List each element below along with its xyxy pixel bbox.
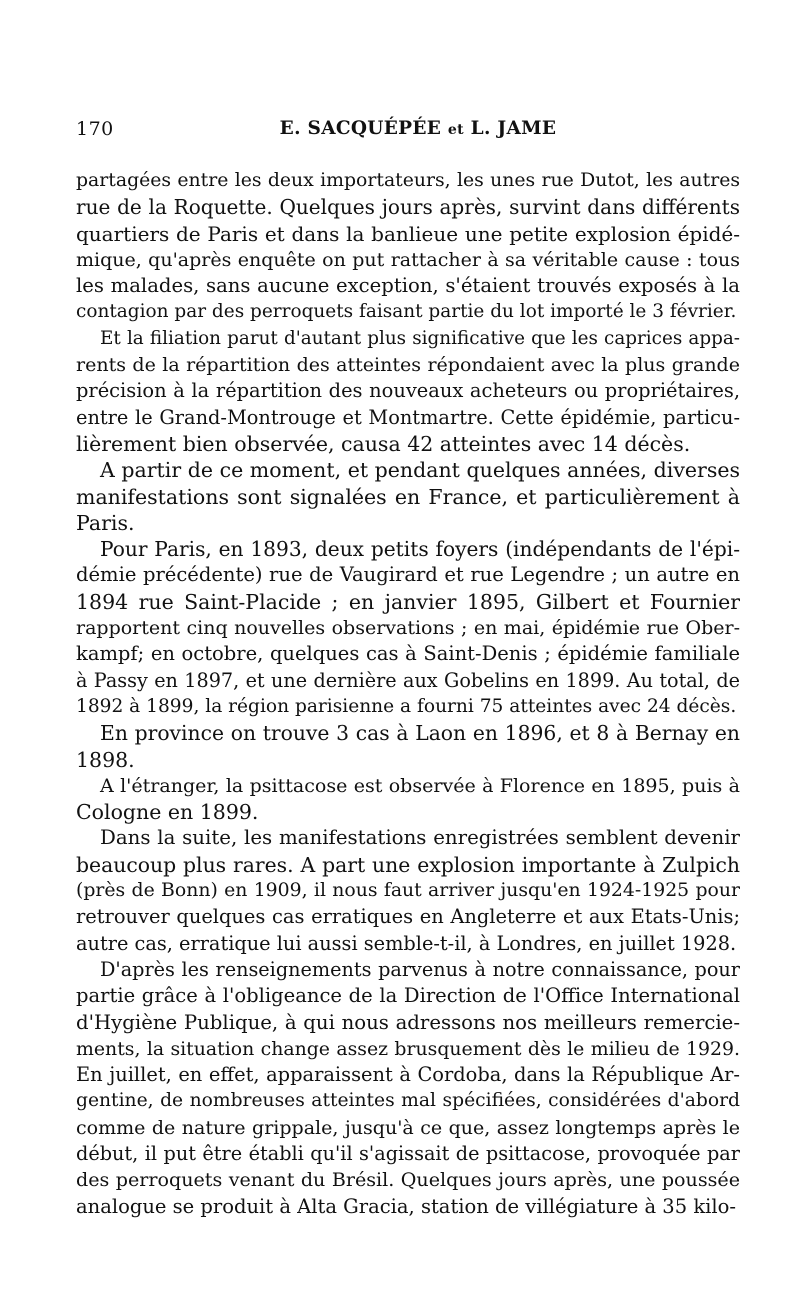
text-line: analogue se produit à Alta Gracia, station de villégiature à 35 kilo- [76, 1194, 736, 1218]
text-line: contagion par des perroquets faisant partie du lot importé le 3 février. [76, 301, 737, 323]
text-line: lièrement bien observée, causa 42 atteintes avec 14 décès. [76, 431, 691, 456]
page-header [76, 118, 740, 148]
text-line: D'après les renseignements parvenus à notre connaissance, pour [100, 957, 740, 981]
text-line: début, il put être établi qu'il s'agissait de psittacose, provoquée par [76, 1141, 740, 1165]
text-line: A partir de ce moment, et pendant quelques années, diverses [100, 458, 740, 483]
body-text [76, 168, 740, 1220]
text-line: démie précédente) rue de Vaugirard et rue Legendre ; un autre en [76, 563, 740, 587]
text-line: Et la filiation parut d'autant plus significative que les caprices appa- [100, 327, 740, 349]
text-line: kampf; en octobre, quelques cas à Saint-Denis ; épidémie familiale [76, 642, 740, 666]
text-line: 1894 rue Saint-Placide ; en janvier 1895, Gilbert et Fournier [76, 589, 740, 614]
text-line: En province on trouve 3 cas à Laon en 1896, et 8 à Bernay en [100, 721, 740, 746]
text-line: mique, qu'après enquête on put rattacher à sa véritable cause : tous [76, 248, 740, 271]
text-line: partie grâce à l'obligeance de la Direction de l'Office International [76, 984, 740, 1008]
text-line: ments, la situation change assez brusquement dès le milieu de 1929. [76, 1037, 740, 1060]
text-line: entre le Grand-Montrouge et Montmartre. Cette épidémie, particu- [76, 405, 740, 429]
page-number: 170 [76, 118, 114, 140]
paragraph [76, 957, 740, 1220]
text-line: gentine, de nombreuses atteintes mal spécifiées, considérées d'abord [76, 1090, 740, 1112]
text-line: quartiers de Paris et dans la banlieue une petite explosion épidé- [76, 221, 740, 246]
paragraph [76, 773, 740, 826]
text-line: Pour Paris, en 1893, deux petits foyers (indépendants de l'épi- [100, 537, 740, 562]
text-line: partagées entre les deux importateurs, les unes rue Dutot, les autres [76, 170, 740, 191]
text-line: manifestations sont signalées en France, et particulièrement à [76, 484, 740, 509]
paragraph [76, 326, 740, 457]
text-line: précision à la répartition des nouveaux acheteurs ou propriétaires, [76, 379, 740, 403]
author-sacquepee: E. SACQUÉPÉE [279, 118, 442, 139]
text-line: des perroquets venant du Brésil. Quelques jours après, une poussée [76, 1169, 740, 1192]
text-line: rents de la répartition des atteintes répondaient avec la plus grande [76, 354, 740, 377]
text-line: 1898. [76, 747, 135, 772]
paragraph [76, 457, 740, 536]
author-conjunction: et [447, 122, 464, 138]
text-line: beaucoup plus rares. A part une explosion importante à Zulpich [76, 852, 740, 877]
text-line: d'Hygiène Publique, à qui nous adressons nos meilleurs remercie- [76, 1010, 740, 1034]
text-line: En juillet, en effet, apparaissent à Cordoba, dans la République Ar- [76, 1063, 740, 1087]
text-line: comme de nature grippale, jusqu'à ce que, assez longtemps après le [76, 1116, 740, 1139]
text-line: 1892 à 1899, la région parisienne a fourni 75 atteintes avec 24 décès. [76, 695, 737, 717]
text-line: Cologne en 1899. [76, 800, 259, 825]
paragraph [76, 720, 740, 773]
author-jame: L. JAME [470, 118, 557, 139]
text-line: Dans la suite, les manifestations enregistrées semblent devenir [100, 826, 740, 850]
text-line: autre cas, erratique lui aussi semble-t-il, à Londres, en juillet 1928. [76, 931, 737, 955]
text-line: les malades, sans aucune exception, s'étaient trouvés exposés à la [76, 274, 740, 298]
text-line: rapportent cinq nouvelles observations ; en mai, épidémie rue Ober- [76, 617, 740, 640]
text-line: à Passy en 1897, et une dernière aux Gobelins en 1899. Au total, de [76, 668, 740, 692]
paragraph [76, 168, 740, 326]
running-head [76, 118, 740, 139]
text-line: Paris. [76, 510, 135, 535]
text-line: (près de Bonn) en 1909, il nous faut arriver jusqu'en 1924-1925 pour [76, 880, 740, 902]
text-line: A l'étranger, la psittacose est observée à Florence en 1895, puis à [100, 774, 740, 797]
text-line: rue de la Roquette. Quelques jours après, survint dans différents [76, 195, 740, 220]
paragraph [76, 536, 740, 720]
text-line: retrouver quelques cas erratiques en Angleterre et aux Etats-Unis; [76, 905, 740, 929]
paragraph [76, 825, 740, 956]
